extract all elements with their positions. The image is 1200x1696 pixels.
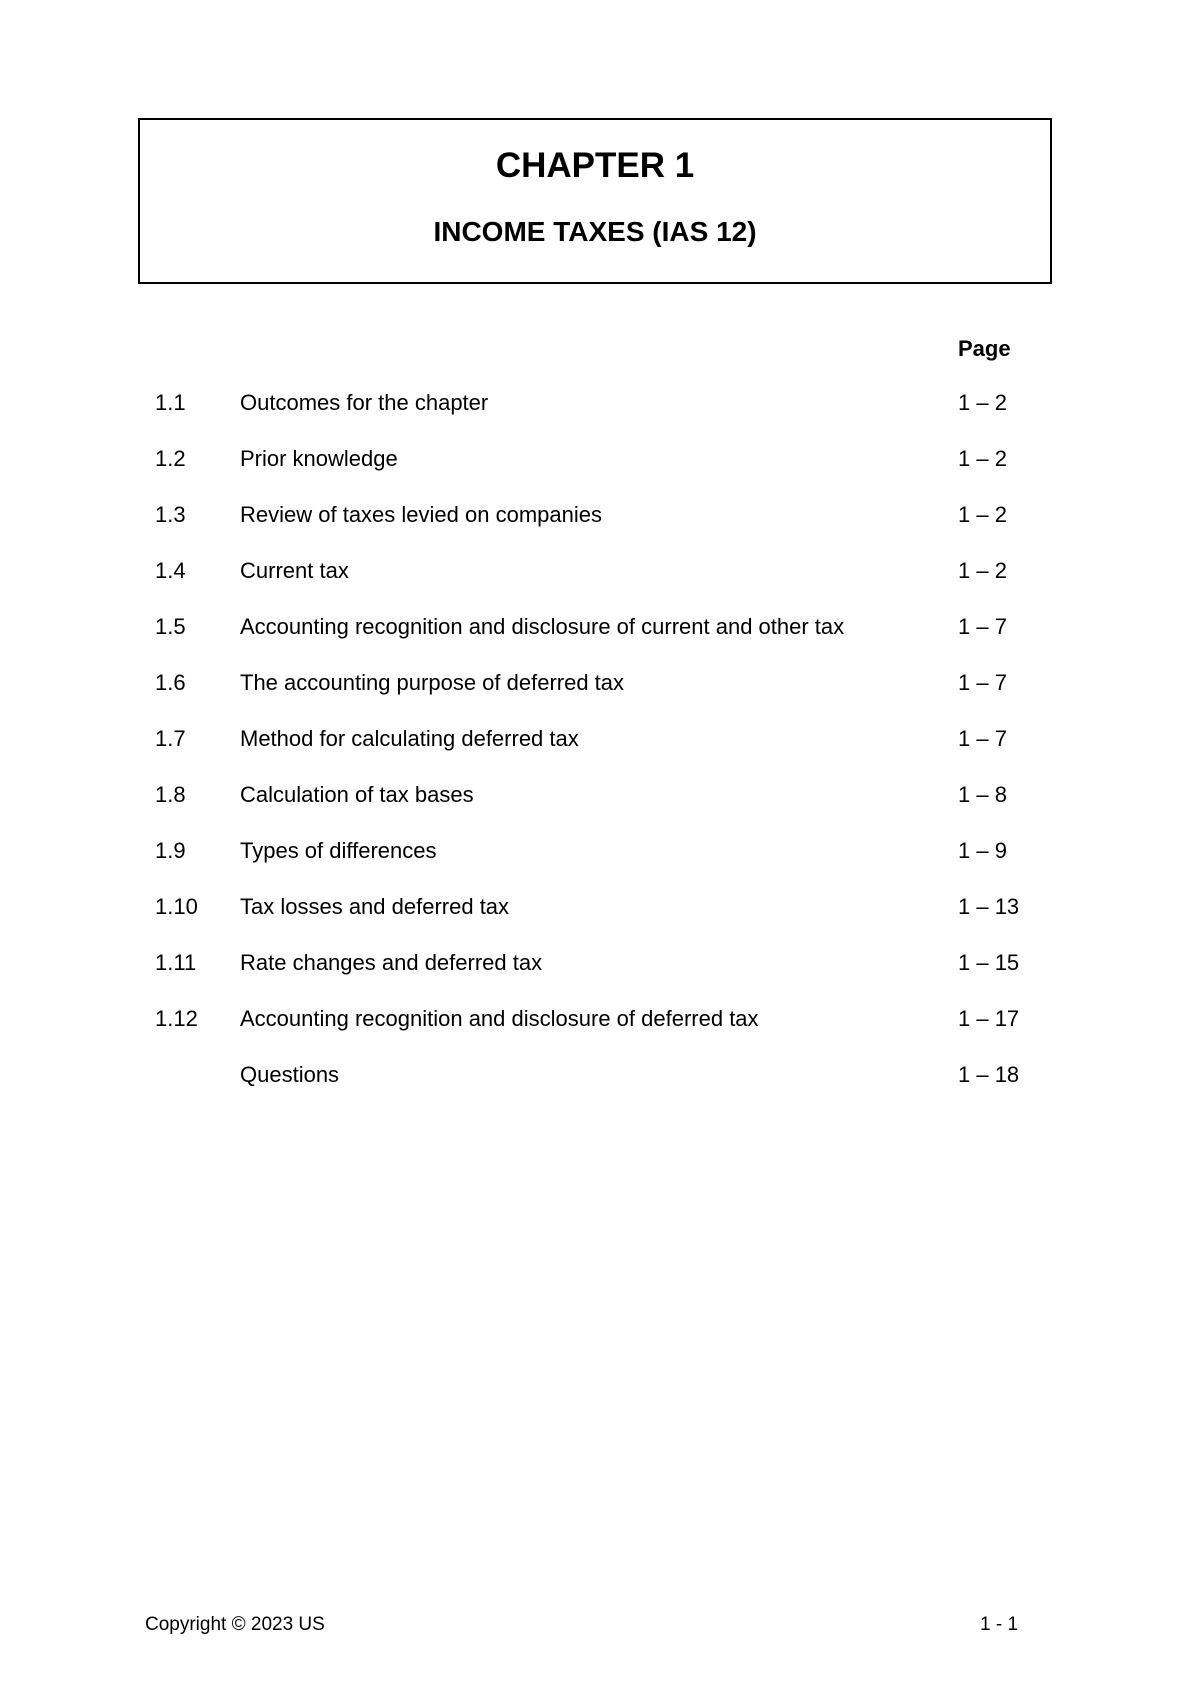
- toc-row: [155, 950, 1055, 1006]
- toc-section-title: Questions: [240, 1062, 340, 1087]
- toc-row: [155, 670, 1055, 726]
- toc-row: [155, 1006, 1055, 1062]
- chapter-subtitle: INCOME TAXES (IAS 12): [433, 216, 757, 247]
- toc-section-number: 1.12: [155, 1006, 198, 1031]
- toc-page-ref: 1 – 7: [958, 726, 1007, 751]
- toc-section-title: Tax losses and deferred tax: [240, 894, 510, 919]
- toc-section-title: The accounting purpose of deferred tax: [240, 670, 625, 695]
- toc-row: [155, 558, 1055, 614]
- toc-row: [155, 502, 1055, 558]
- toc-page-ref: 1 – 15: [958, 950, 1020, 975]
- toc-page-ref: 1 – 18: [958, 1062, 1020, 1087]
- toc-page-ref: 1 – 13: [958, 894, 1020, 919]
- toc-section-number: 1.7: [155, 726, 186, 751]
- chapter-header-box: [138, 118, 1052, 284]
- toc-section-number: 1.5: [155, 614, 186, 639]
- toc-section-number: 1.2: [155, 446, 186, 471]
- toc-section-number: 1.3: [155, 502, 186, 527]
- chapter-title: CHAPTER 1: [495, 146, 695, 185]
- toc-section-title: Accounting recognition and disclosure of deferred tax: [240, 1006, 759, 1031]
- toc-page-column-heading: Page: [958, 336, 1011, 361]
- toc-row: [155, 894, 1055, 950]
- toc-section-title: Method for calculating deferred tax: [240, 726, 579, 751]
- toc-page-ref: 1 – 17: [958, 1006, 1020, 1031]
- toc-row: [155, 782, 1055, 838]
- footer-copyright: Copyright © 2023 US: [145, 1614, 325, 1635]
- toc-section-number: 1.10: [155, 894, 198, 919]
- toc-row: [155, 614, 1055, 670]
- toc-section-title: Accounting recognition and disclosure of current and other tax: [240, 614, 845, 639]
- toc-page-ref: 1 – 8: [958, 782, 1007, 807]
- toc-page-ref: 1 – 2: [958, 558, 1007, 583]
- toc-section-title: Prior knowledge: [240, 446, 398, 471]
- toc-section-title: Outcomes for the chapter: [240, 390, 489, 415]
- toc-section-number: 1.11: [155, 950, 197, 975]
- toc-page-ref: 1 – 9: [958, 838, 1007, 863]
- toc-page-ref: 1 – 2: [958, 390, 1007, 415]
- toc-section-number: 1.4: [155, 558, 186, 583]
- toc-section-number: 1.6: [155, 670, 186, 695]
- toc-section-title: Current tax: [240, 558, 349, 583]
- toc-page-ref: 1 – 2: [958, 446, 1007, 471]
- footer-page-number: 1 - 1: [980, 1614, 1019, 1635]
- table-of-contents: [155, 390, 1055, 1118]
- toc-row: [155, 446, 1055, 502]
- toc-page-ref: 1 – 7: [958, 614, 1007, 639]
- toc-section-title: Review of taxes levied on companies: [240, 502, 602, 527]
- toc-row: [155, 1062, 1055, 1118]
- toc-section-number: 1.8: [155, 782, 186, 807]
- toc-row: [155, 390, 1055, 446]
- toc-section-number: 1.9: [155, 838, 186, 863]
- toc-row: [155, 726, 1055, 782]
- toc-page-ref: 1 – 7: [958, 670, 1007, 695]
- toc-page-ref: 1 – 2: [958, 502, 1007, 527]
- toc-row: [155, 838, 1055, 894]
- toc-section-title: Calculation of tax bases: [240, 782, 474, 807]
- toc-section-number: 1.1: [155, 390, 186, 415]
- toc-section-title: Rate changes and deferred tax: [240, 950, 543, 975]
- toc-section-title: Types of differences: [240, 838, 437, 863]
